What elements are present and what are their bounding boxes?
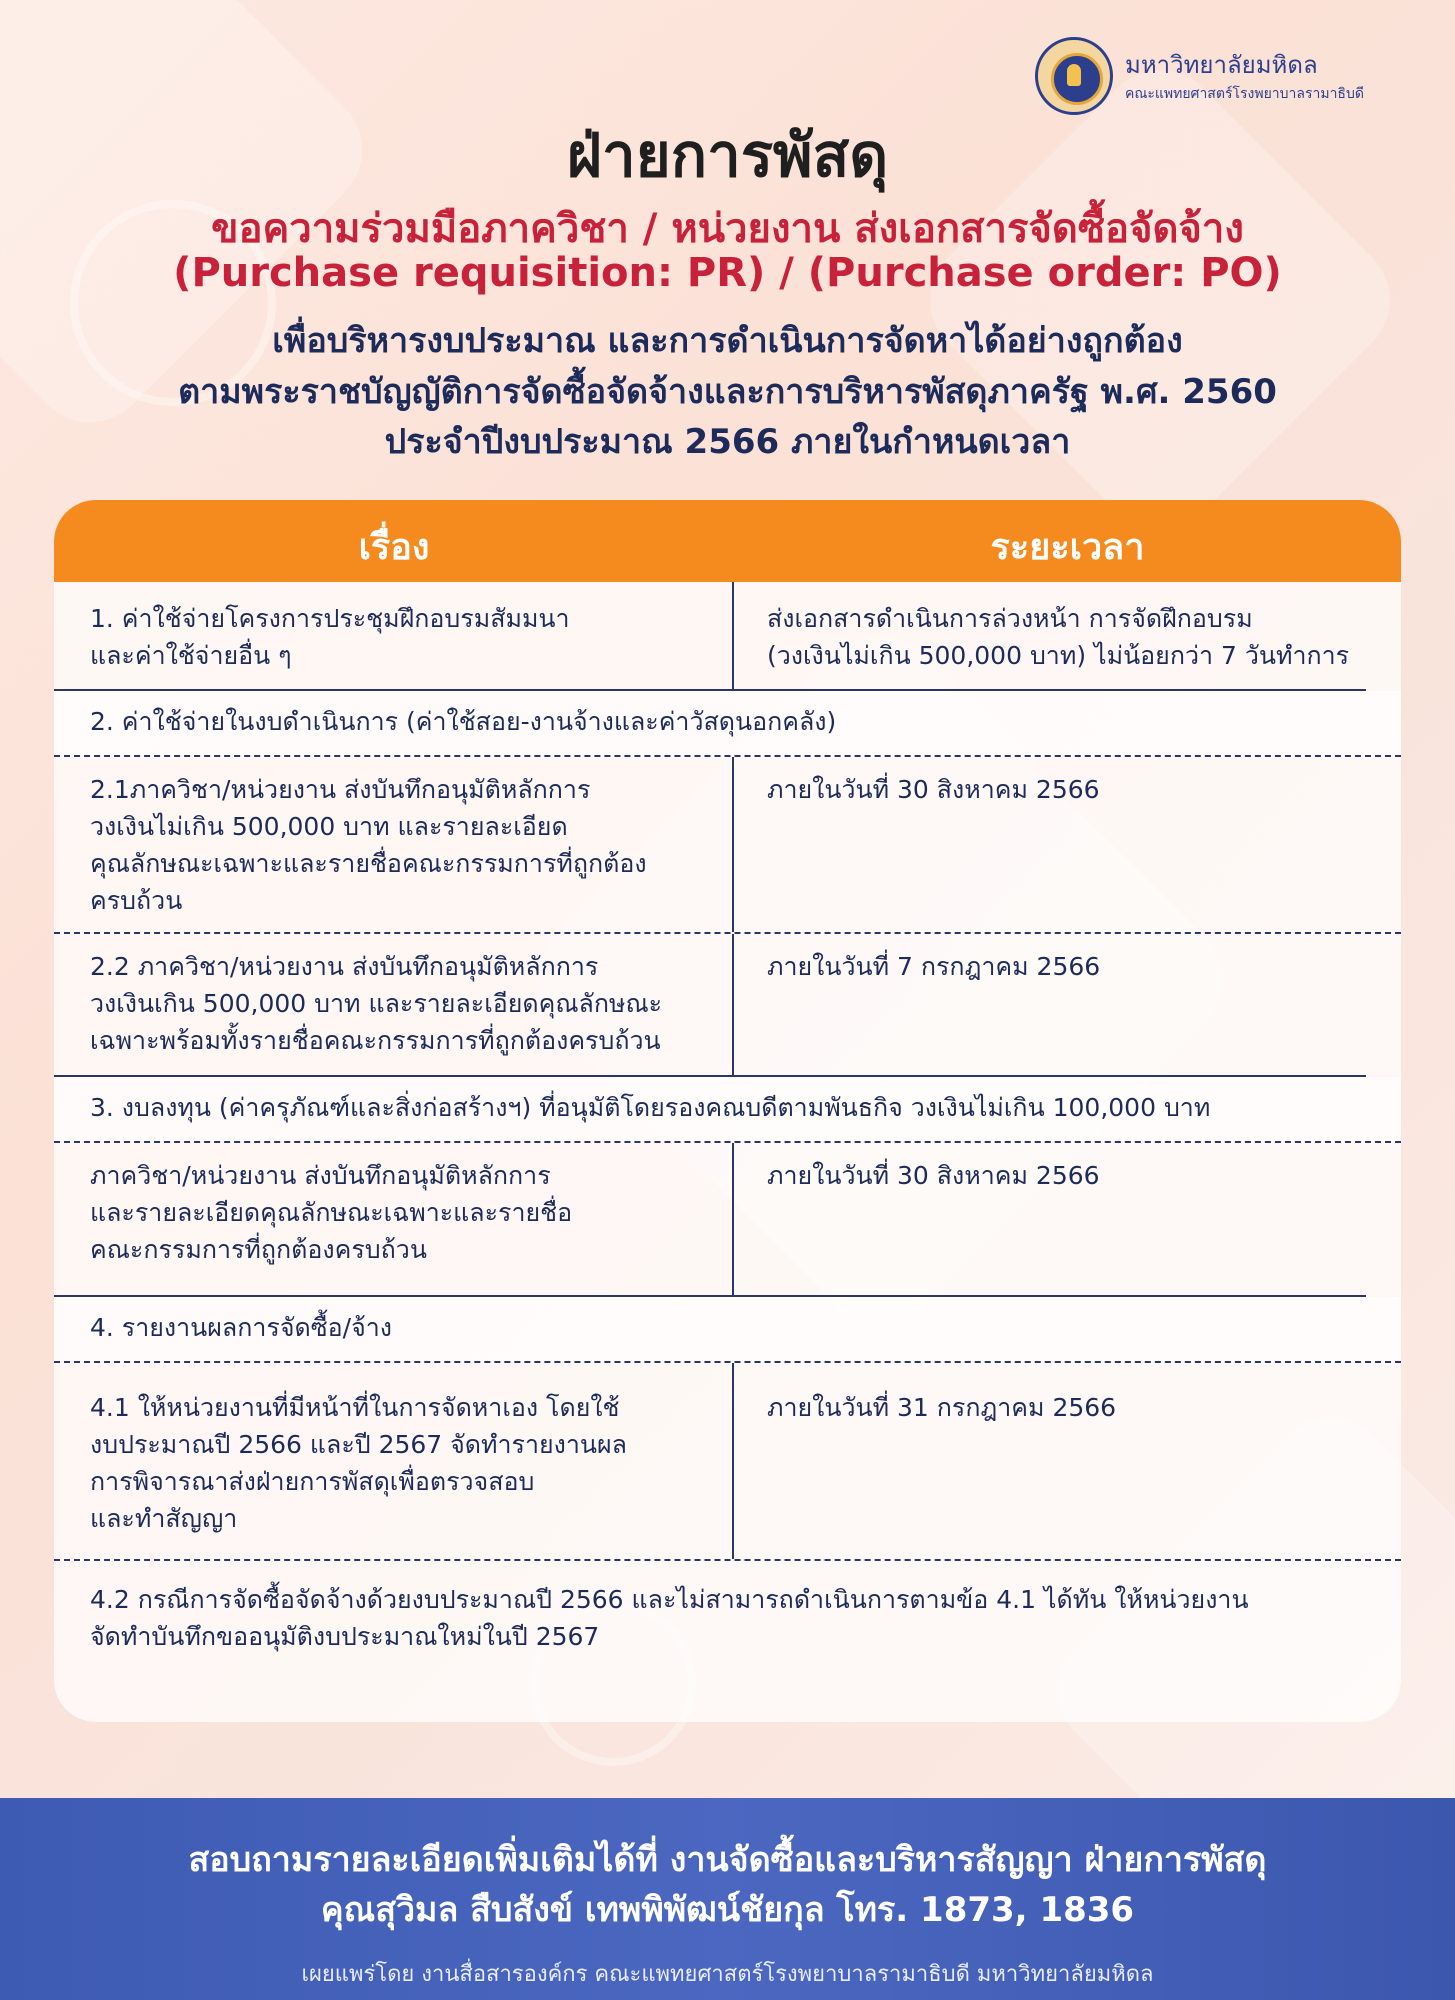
row-time: ภายในวันที่ 31 กรกฎาคม 2566 [767, 1393, 1117, 1422]
column-divider [732, 1143, 734, 1295]
row-time: ภายในวันที่ 7 กรกฎาคม 2566 [767, 952, 1101, 981]
page-title: ฝ่ายการพัสดุ [566, 121, 889, 191]
note-row [54, 1561, 1401, 1681]
row-topic: 4.1 ให้หน่วยงานที่มีหน้าที่ในการจัดหาเอง โดยใช้ งบประมาณปี 2566 และปี 2567 จัดทำรายงานผล การพิจารณาส่งฝ่ายการพัสดุเพื่อตรวจสอบ และทำสัญญา [90, 1393, 627, 1533]
footer-banner [0, 1798, 1455, 2000]
university-logo [1035, 35, 1415, 115]
table-row [54, 1143, 1401, 1295]
section-title: 3. งบลงทุน (ค่าครุภัณฑ์และสิ่งก่อสร้างฯ) ที่อนุมัติโดยรองคณบดีตามพันธกิจ วงเงินไม่เกิน 100,000 บาท [90, 1093, 1211, 1122]
description-line-1: เพื่อบริหารงบประมาณ และการดำเนินการจัดหาได้อย่างถูกต้อง [272, 321, 1183, 361]
university-seal-icon [1035, 37, 1113, 115]
subtitle-line-2: (Purchase requisition: PR) / (Purchase order: PO) [173, 250, 1282, 296]
subtitle-line-1: ขอความร่วมมือภาควิชา / หน่วยงาน ส่งเอกสารจัดซื้อจัดจ้าง [211, 206, 1244, 252]
contact-line-2: คุณสุวิมล สืบสังข์ เทพพิพัฒน์ชัยกุล โทร. 1873, 1836 [320, 1890, 1135, 1930]
section-row [54, 1297, 1401, 1361]
section-row [54, 1077, 1401, 1141]
table-row [54, 582, 1401, 689]
row-topic: 2.2 ภาควิชา/หน่วยงาน ส่งบันทึกอนุมัติหลักการ วงเงินเกิน 500,000 บาท และรายละเอียดคุณลักษณะ เฉพาะพร้อมทั้งรายชื่อคณะกรรมการที่ถูกต้องครบถ้วน [90, 952, 663, 1055]
row-topic: ภาควิชา/หน่วยงาน ส่งบันทึกอนุมัติหลักการ และรายละเอียดคุณลักษณะเฉพาะและรายชื่อ คณะกรรมการที่ถูกต้องครบถ้วน [90, 1161, 573, 1264]
contact-line-1: สอบถามรายละเอียดเพิ่มเติมได้ที่ งานจัดซื้อและบริหารสัญญา ฝ่ายการพัสดุ [188, 1840, 1267, 1880]
university-name: มหาวิทยาลัยมหิดล [1125, 51, 1318, 79]
section-title: 2. ค่าใช้จ่ายในงบดำเนินการ (ค่าใช้สอย-งานจ้างและค่าวัสดุนอกคลัง) [90, 707, 837, 736]
column-divider [732, 757, 734, 932]
row-topic: 2.1ภาควิชา/หน่วยงาน ส่งบันทึกอนุมัติหลักการ วงเงินไม่เกิน 500,000 บาท และรายละเอียด คุณลักษณะเฉพาะและรายชื่อคณะกรรมการที่ถูกต้อง ครบถ้วน [90, 775, 647, 915]
table-row [54, 1363, 1401, 1559]
row-time: ส่งเอกสารดำเนินการล่วงหน้า การจัดฝึกอบรม (วงเงินไม่เกิน 500,000 บาท) ไม่น้อยกว่า 7 วันทำการ [767, 604, 1350, 670]
column-divider [732, 1363, 734, 1559]
description-line-2: ตามพระราชบัญญัติการจัดซื้อจัดจ้างและการบริหารพัสดุภาครัฐ พ.ศ. 2560 [178, 372, 1277, 412]
column-divider [732, 582, 734, 689]
section-row [54, 691, 1401, 755]
column-divider [732, 934, 734, 1075]
schedule-table [54, 500, 1401, 1722]
table-row [54, 757, 1401, 932]
column-header-time: ระยะเวลา [990, 527, 1145, 568]
note-text: 4.2 กรณีการจัดซื้อจัดจ้างด้วยงบประมาณปี 2566 และไม่สามารถดำเนินการตามข้อ 4.1 ได้ทัน ให้หน่วยงาน จัดทำบันทึกขออนุมัติงบประมาณใหม่ในปี 2567 [90, 1585, 1249, 1651]
row-time: ภายในวันที่ 30 สิงหาคม 2566 [767, 775, 1100, 804]
publisher-credit: เผยแพร่โดย งานสื่อสารองค์กร คณะแพทยศาสตร์โรงพยาบาลรามาธิบดี มหาวิทยาลัยมหิดล [301, 1962, 1154, 1987]
column-header-topic: เรื่อง [358, 527, 430, 568]
table-row [54, 934, 1401, 1075]
table-header [54, 500, 1401, 582]
row-topic: 1. ค่าใช้จ่ายโครงการประชุมฝึกอบรมสัมมนา และค่าใช้จ่ายอื่น ๆ [90, 604, 570, 670]
faculty-name: คณะแพทยศาสตร์โรงพยาบาลรามาธิบดี [1125, 86, 1364, 102]
description-line-3: ประจำปีงบประมาณ 2566 ภายในกำหนดเวลา [384, 422, 1071, 462]
section-title: 4. รายงานผลการจัดซื้อ/จ้าง [90, 1313, 393, 1342]
row-time: ภายในวันที่ 30 สิงหาคม 2566 [767, 1161, 1100, 1190]
